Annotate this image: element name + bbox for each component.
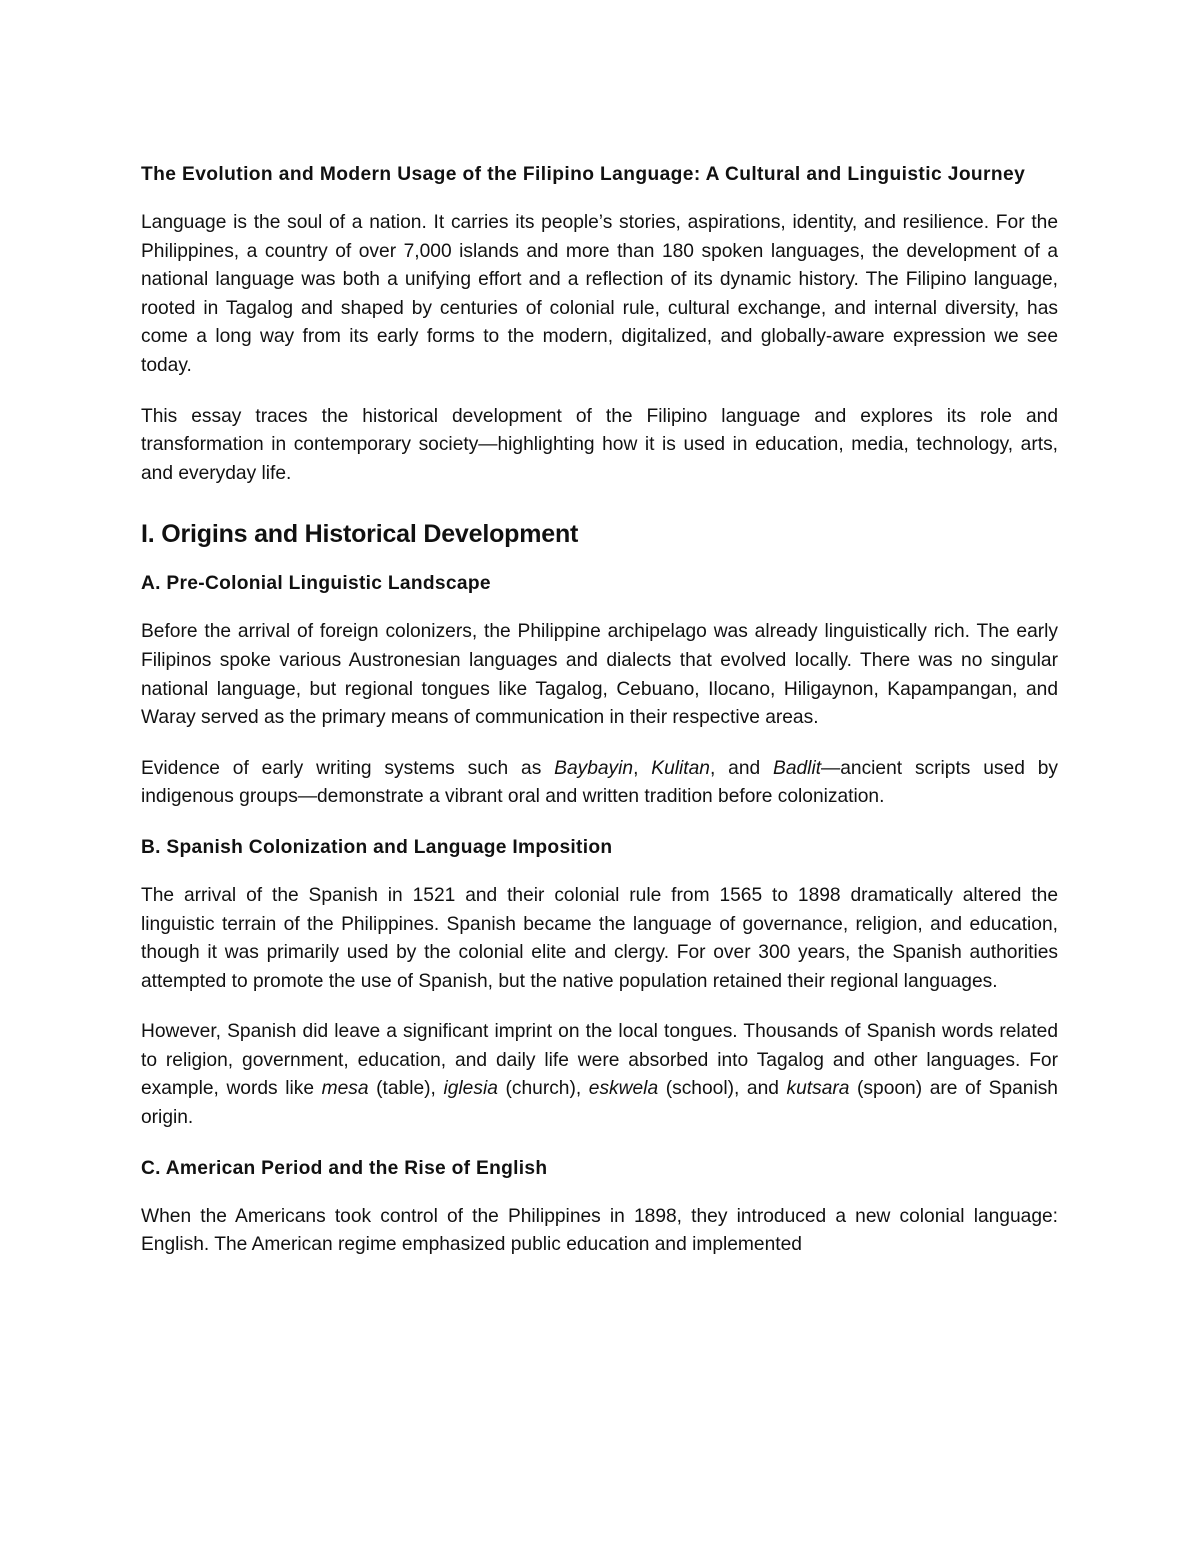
word-kutsara: kutsara [786, 1078, 850, 1100]
document-title: The Evolution and Modern Usage of the Filipino Language: A Cultural and Linguistic Journey [141, 164, 1026, 185]
text-run: —ancient scripts used by indigenous groups—demonstrate a vibrant oral and written tradition before colonization. [141, 757, 1058, 808]
text-run: Evidence of early writing systems such as [141, 757, 555, 779]
section-heading-origins: I. Origins and Historical Development [141, 520, 579, 549]
text-run: (school), and [658, 1078, 787, 1100]
subheading-spanish-colonization: B. Spanish Colonization and Language Imposition [141, 836, 613, 858]
pre-colonial-paragraph-1: Before the arrival of foreign colonizers, the Philippine archipelago was already linguistically rich. The early Filipinos spoke various Austronesian languages and dialects that evolved locally. There was no singular national language, but regional tongues like Tagalog, Cebuano, Ilocano, Hiligaynon, Kapampangan, and Waray served as the primary means of communication in their respective areas. [141, 621, 1058, 729]
pre-colonial-paragraph-2 [141, 755, 1058, 812]
text-run: (table), [368, 1078, 444, 1100]
text-run: (church), [497, 1078, 589, 1100]
text-run: , [633, 757, 652, 779]
text-run: , and [709, 757, 774, 779]
text-run: (spoon) are of Spanish origin. [141, 1078, 1058, 1129]
word-mesa: mesa [321, 1078, 369, 1100]
word-eskwela: eskwela [588, 1078, 659, 1100]
intro-paragraph-1: Language is the soul of a nation. It carries its people’s stories, aspirations, identity, and resilience. For the Philippines, a country of over 7,000 islands and more than 180 spoken languages, the development of a national language was both a unifying effort and a reflection of its dynamic history. The Filipino language, rooted in Tagalog and shaped by centuries of colonial rule, cultural exchange, and internal diversity, has come a long way from its early forms to the modern, digitalized, and globally-aware expression we see today. [141, 212, 1058, 376]
subheading-pre-colonial: A. Pre-Colonial Linguistic Landscape [141, 573, 491, 595]
word-iglesia: iglesia [443, 1078, 498, 1100]
script-name-kulitan: Kulitan [651, 757, 710, 779]
document-page [141, 160, 1058, 1282]
intro-paragraph-2: This essay traces the historical development of the Filipino language and explores its role and transformation in contemporary society—highlighting how it is used in education, media, technology, arts, and everyday life. [141, 405, 1058, 484]
spanish-paragraph-2 [141, 1018, 1058, 1132]
american-paragraph-1: When the Americans took control of the Philippines in 1898, they introduced a new colonial language: English. The American regime emphasized public education and implemented [141, 1205, 1058, 1256]
script-name-baybayin: Baybayin [554, 757, 634, 779]
script-name-badlit: Badlit [773, 757, 822, 779]
subheading-american-period: C. American Period and the Rise of English [141, 1157, 548, 1179]
text-run: However, Spanish did leave a significant imprint on the local tongues. Thousands of Spanish words related to religion, government, education, and daily life were absorbed into Tagalog and other languages. For example, words like [141, 1021, 1058, 1100]
spanish-paragraph-1: The arrival of the Spanish in 1521 and their colonial rule from 1565 to 1898 dramatically altered the linguistic terrain of the Philippines. Spanish became the language of governance, religion, and education, though it was primarily used by the colonial elite and clergy. For over 300 years, the Spanish authorities attempted to promote the use of Spanish, but the native population retained their regional languages. [141, 884, 1058, 992]
